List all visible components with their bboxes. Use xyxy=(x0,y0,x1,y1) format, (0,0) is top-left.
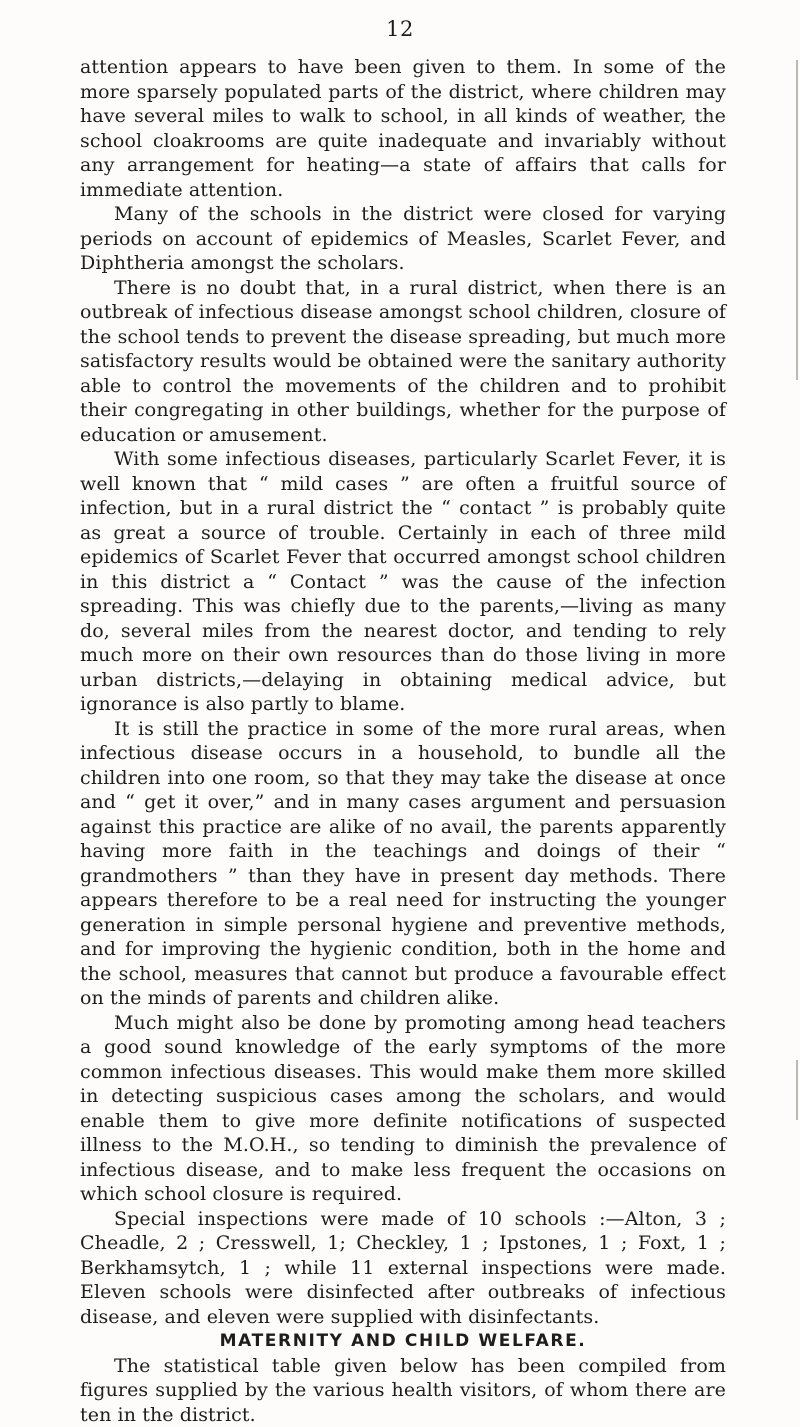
page-edge-shadow xyxy=(796,60,798,380)
paragraph-statistical-table: The statistical table given below has been compiled from figures supplied by the various health visitors, of whom there are ten in the district. xyxy=(80,1354,726,1427)
paragraph-mild-cases-contact: With some infectious diseases, particularly Scarlet Fever, it is well known that “ mild cases ” are often a fruitful source of infection, but in a rural district the “ contact ” is probably quite as great a source of trouble. Certainly in each of three mild epidemics of Scarlet Fever that occurred amongst school children in this district a “ Contact ” was the cause of the infection spreading. This was chiefly due to the parents,—living as many do, several miles from the nearest doctor, and tending to rely much more on their own resources than do those living in more urban districts,—delaying in obtaining medical advice, but ignorance is also partly to blame. xyxy=(80,447,726,717)
paragraph-outbreak-control: There is no doubt that, in a rural district, when there is an outbreak of infectious disease amongst school children, closure of the school tends to prevent the disease spreading, but much more satisfactory results would be obtained were the sanitary authority able to control the movements of the children and to prohibit their congregating in other buildings, whether for the purpose of education or amusement. xyxy=(80,276,726,448)
page-number: 12 xyxy=(0,17,800,41)
paragraph-special-inspections: Special inspections were made of 10 schools :—Alton, 3 ; Cheadle, 2 ; Cresswell, 1; Checkley, 1 ; Ipstones, 1 ; Foxt, 1 ; Berkhamsytch, 1 ; while 11 external inspections were made. Eleven schools were disinfected after outbreaks of infectious disease, and eleven were supplied with disinfectants. xyxy=(80,1207,726,1330)
paragraph-head-teachers: Much might also be done by promoting among head teachers a good sound knowledge of the early symptoms of the more common infectious diseases. This would make them more skilled in detecting suspicious cases among the scholars, and would enable them to give more definite notifications of suspected illness to the M.O.H., so tending to diminish the prevalence of infectious disease, and to make less frequent the occasions on which school closure is required. xyxy=(80,1011,726,1207)
paragraph-school-cloakrooms: attention appears to have been given to them. In some of the more sparsely populated parts of the district, where children may have several miles to walk to school, in all kinds of weather, the school cloakrooms are quite inadequate and invariably without any arrangement for heating—a state of affairs that calls for immediate attention. xyxy=(80,55,726,202)
section-heading: MATERNITY AND CHILD WELFARE. xyxy=(80,1329,726,1354)
body-text xyxy=(80,55,726,1427)
paragraph-school-closures: Many of the schools in the district were closed for varying periods on account of epidemics of Measles, Scarlet Fever, and Diphtheria amongst the scholars. xyxy=(80,202,726,276)
page-edge-shadow-lower xyxy=(796,1060,798,1120)
paragraph-rural-practice: It is still the practice in some of the more rural areas, when infectious disease occurs in a household, to bundle all the children into one room, so that they may take the disease at once and “ get it over,” and in many cases argument and persuasion against this practice are alike of no avail, the parents apparently having more faith in the teachings and doings of their “ grandmothers ” than they have in present day methods. There appears therefore to be a real need for instructing the younger generation in simple personal hygiene and preventive methods, and for improving the hygienic condition, both in the home and the school, measures that cannot but produce a favourable effect on the minds of parents and children alike. xyxy=(80,717,726,1011)
